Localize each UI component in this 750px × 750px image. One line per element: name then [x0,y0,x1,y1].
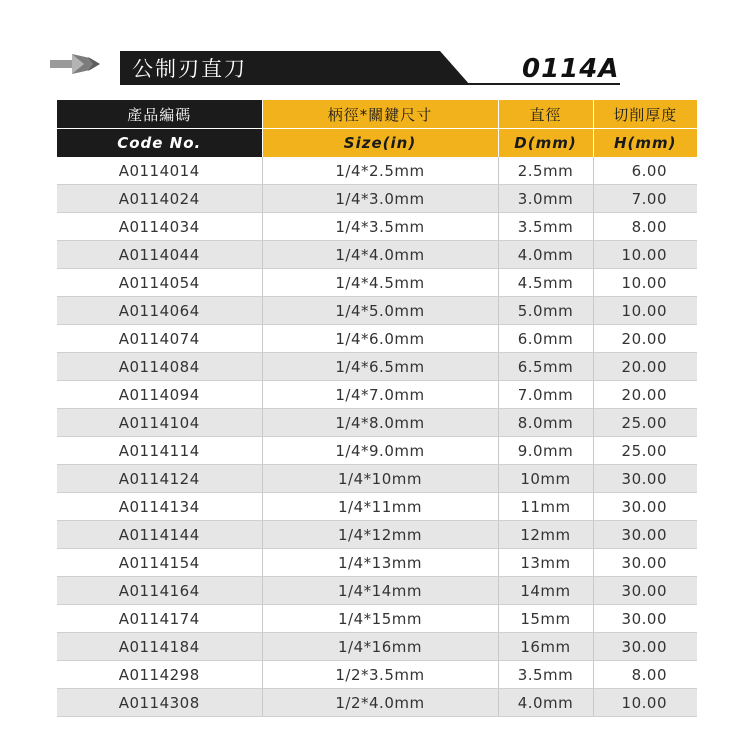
size-cell: 1/4*3.5mm [262,213,498,241]
code-cell: A0114184 [57,633,262,661]
size-cell: 1/4*12mm [262,521,498,549]
banner-graphic [0,0,750,100]
table-row [57,549,697,577]
height-cell: 25.00 [593,409,697,437]
code-cell: A0114134 [57,493,262,521]
height-cell: 20.00 [593,381,697,409]
height-cell: 8.00 [593,213,697,241]
size-cell: 1/4*6.5mm [262,353,498,381]
size-cell: 1/2*4.0mm [262,689,498,717]
table-row [57,381,697,409]
diameter-cell: 13mm [498,549,593,577]
column-header-size-en: Size(in) [262,129,498,158]
code-cell: A0114014 [57,157,262,185]
code-cell: A0114124 [57,465,262,493]
height-cell: 30.00 [593,549,697,577]
code-cell: A0114034 [57,213,262,241]
code-cell: A0114154 [57,549,262,577]
diameter-cell: 6.5mm [498,353,593,381]
height-cell: 30.00 [593,633,697,661]
diameter-cell: 2.5mm [498,157,593,185]
table-row [57,577,697,605]
table-row [57,269,697,297]
size-cell: 1/4*2.5mm [262,157,498,185]
height-cell: 10.00 [593,241,697,269]
table-row [57,661,697,689]
diameter-cell: 15mm [498,605,593,633]
height-cell: 10.00 [593,689,697,717]
diameter-cell: 10mm [498,465,593,493]
size-cell: 1/4*13mm [262,549,498,577]
column-header-code-en: Code No. [57,129,262,158]
height-cell: 10.00 [593,269,697,297]
size-cell: 1/4*4.0mm [262,241,498,269]
diameter-cell: 9.0mm [498,437,593,465]
table-row [57,493,697,521]
size-cell: 1/4*3.0mm [262,185,498,213]
title-banner [0,0,750,100]
size-cell: 1/4*15mm [262,605,498,633]
model-code: 0114A [522,54,620,84]
spec-table-container [57,100,697,717]
size-cell: 1/2*3.5mm [262,661,498,689]
column-header-height-cn: 切削厚度 [593,100,697,129]
spec-table [57,100,697,717]
code-cell: A0114104 [57,409,262,437]
height-cell: 30.00 [593,493,697,521]
code-cell: A0114064 [57,297,262,325]
code-cell: A0114144 [57,521,262,549]
size-cell: 1/4*4.5mm [262,269,498,297]
table-row [57,409,697,437]
code-cell: A0114094 [57,381,262,409]
diameter-cell: 6.0mm [498,325,593,353]
diameter-cell: 7.0mm [498,381,593,409]
code-cell: A0114074 [57,325,262,353]
table-row [57,521,697,549]
diameter-cell: 8.0mm [498,409,593,437]
code-cell: A0114114 [57,437,262,465]
table-row [57,465,697,493]
code-cell: A0114044 [57,241,262,269]
code-cell: A0114308 [57,689,262,717]
diameter-cell: 3.5mm [498,213,593,241]
table-row [57,353,697,381]
size-cell: 1/4*16mm [262,633,498,661]
code-cell: A0114174 [57,605,262,633]
table-row [57,185,697,213]
table-row [57,157,697,185]
table-row [57,213,697,241]
column-header-height-en: H(mm) [593,129,697,158]
height-cell: 7.00 [593,185,697,213]
table-row [57,437,697,465]
page-title: 公制刃直刀 [132,57,247,81]
size-cell: 1/4*10mm [262,465,498,493]
diameter-cell: 3.5mm [498,661,593,689]
column-header-code-cn: 產品編碼 [57,100,262,129]
height-cell: 30.00 [593,605,697,633]
table-row [57,633,697,661]
diameter-cell: 4.5mm [498,269,593,297]
code-cell: A0114084 [57,353,262,381]
table-row [57,325,697,353]
height-cell: 6.00 [593,157,697,185]
diameter-cell: 4.0mm [498,241,593,269]
size-cell: 1/4*8.0mm [262,409,498,437]
diameter-cell: 14mm [498,577,593,605]
size-cell: 1/4*5.0mm [262,297,498,325]
diameter-cell: 11mm [498,493,593,521]
height-cell: 30.00 [593,577,697,605]
table-row [57,241,697,269]
table-row [57,605,697,633]
code-cell: A0114298 [57,661,262,689]
height-cell: 25.00 [593,437,697,465]
table-row [57,297,697,325]
height-cell: 20.00 [593,353,697,381]
height-cell: 30.00 [593,521,697,549]
column-header-diameter-en: D(mm) [498,129,593,158]
diameter-cell: 16mm [498,633,593,661]
column-header-size-cn: 柄徑*關鍵尺寸 [262,100,498,129]
code-cell: A0114054 [57,269,262,297]
diameter-cell: 4.0mm [498,689,593,717]
column-header-diameter-cn: 直徑 [498,100,593,129]
size-cell: 1/4*7.0mm [262,381,498,409]
diameter-cell: 12mm [498,521,593,549]
header-row-english [57,129,697,158]
size-cell: 1/4*11mm [262,493,498,521]
diameter-cell: 3.0mm [498,185,593,213]
size-cell: 1/4*9.0mm [262,437,498,465]
size-cell: 1/4*6.0mm [262,325,498,353]
height-cell: 30.00 [593,465,697,493]
table-row [57,689,697,717]
height-cell: 10.00 [593,297,697,325]
height-cell: 20.00 [593,325,697,353]
header-row-chinese [57,100,697,129]
size-cell: 1/4*14mm [262,577,498,605]
code-cell: A0114164 [57,577,262,605]
height-cell: 8.00 [593,661,697,689]
table-body [57,157,697,717]
code-cell: A0114024 [57,185,262,213]
diameter-cell: 5.0mm [498,297,593,325]
router-bit-icon [50,54,100,74]
